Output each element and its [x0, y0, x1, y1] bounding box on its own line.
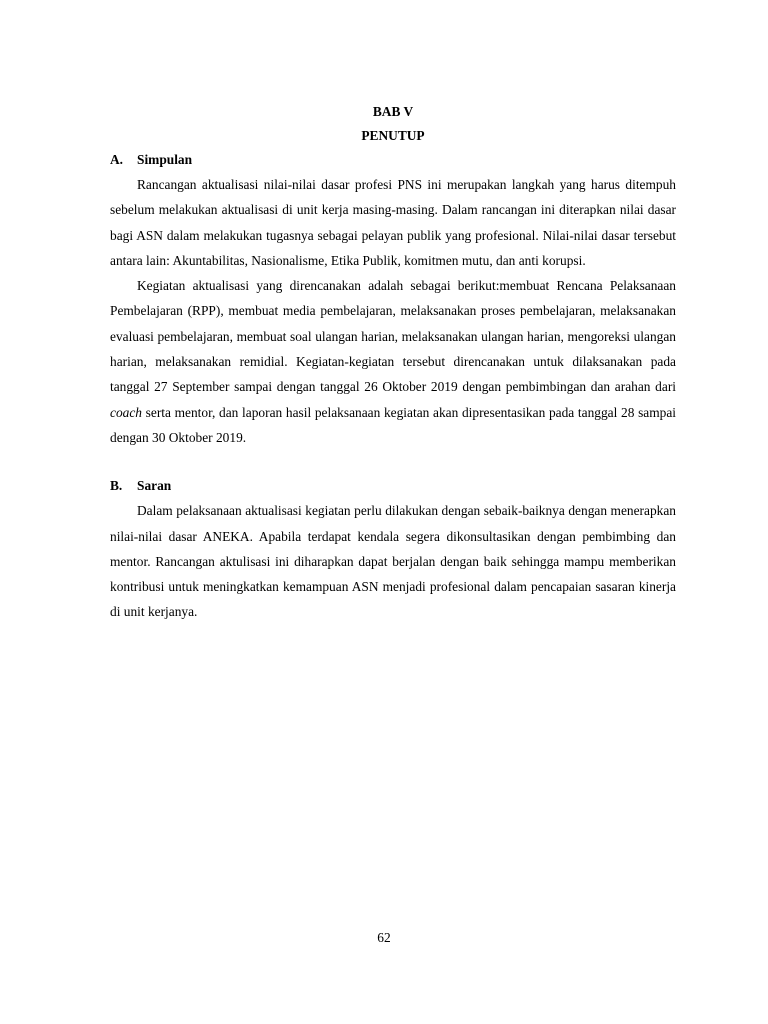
page-number: 62 [377, 930, 391, 945]
chapter-number: BAB V [372, 104, 414, 119]
section-b-paragraph-1: Dalam pelaksanaan aktualisasi kegiatan perlu dilakukan dengan sebaik-baiknya dengan menerapkan nilai-nilai dasar ANEKA. Apabila terdapat kendala segera dikonsultasikan dengan pembimbing dan mentor. Rancangan aktulisasi ini diharapkan dapat berjalan dengan baik sehingga mampu memberikan kontribusi untuk meningkatkan kemampuan ASN menjadi profesional dalam pencapaian sasaran kinerja di unit kerjanya. [110, 503, 676, 620]
section-a-heading [110, 148, 676, 172]
section-a-number: A. [110, 152, 124, 167]
para2-text-before: Kegiatan aktualisasi yang direncanakan adalah sebagai berikut:membuat Rencana Pelaksanaan Pembelajaran (RPP), membuat media pembelajaran, melaksanakan proses pembelajaran, melaksanakan evaluasi pembelajaran, membuat soal ulangan harian, melaksanakan ulangan harian, mengoreksi ulangan harian, melaksanakan remidial. Kegiatan-kegiatan tersebut direncanakan untuk dilaksanakan pada tanggal 27 September sampai dengan tanggal 26 Oktober 2019 dengan pembimbingan dan arahan dari [110, 278, 676, 395]
section-a-paragraph-1: Rancangan aktualisasi nilai-nilai dasar profesi PNS ini merupakan langkah yang harus ditempuh sebelum melakukan aktualisasi di unit kerja masing-masing. Dalam rancangan ini diterapkan nilai dasar bagi ASN dalam melakukan tugasnya sebagai pelayan publik yang profesional. Nilai-nilai dasar tersebut antara lain: Akuntabilitas, Nasionalisme, Etika Publik, komitmen mutu, dan anti korupsi. [110, 177, 676, 268]
section-b-heading [110, 474, 676, 498]
para2-italic-word: coach [110, 404, 142, 420]
section-b-title: Saran [137, 478, 172, 494]
section-a-title: Simpulan [137, 152, 193, 167]
chapter-title: PENUTUP [361, 128, 425, 143]
para2-text-after: serta mentor, dan laporan hasil pelaksanaan kegiatan akan dipresentasikan pada tanggal 28 sampai dengan 30 Oktober 2019. [110, 404, 676, 445]
section-a-paragraph-2 [110, 273, 676, 450]
section-b-number: B. [110, 478, 123, 494]
document-page [110, 100, 676, 625]
section-spacer [110, 450, 676, 474]
